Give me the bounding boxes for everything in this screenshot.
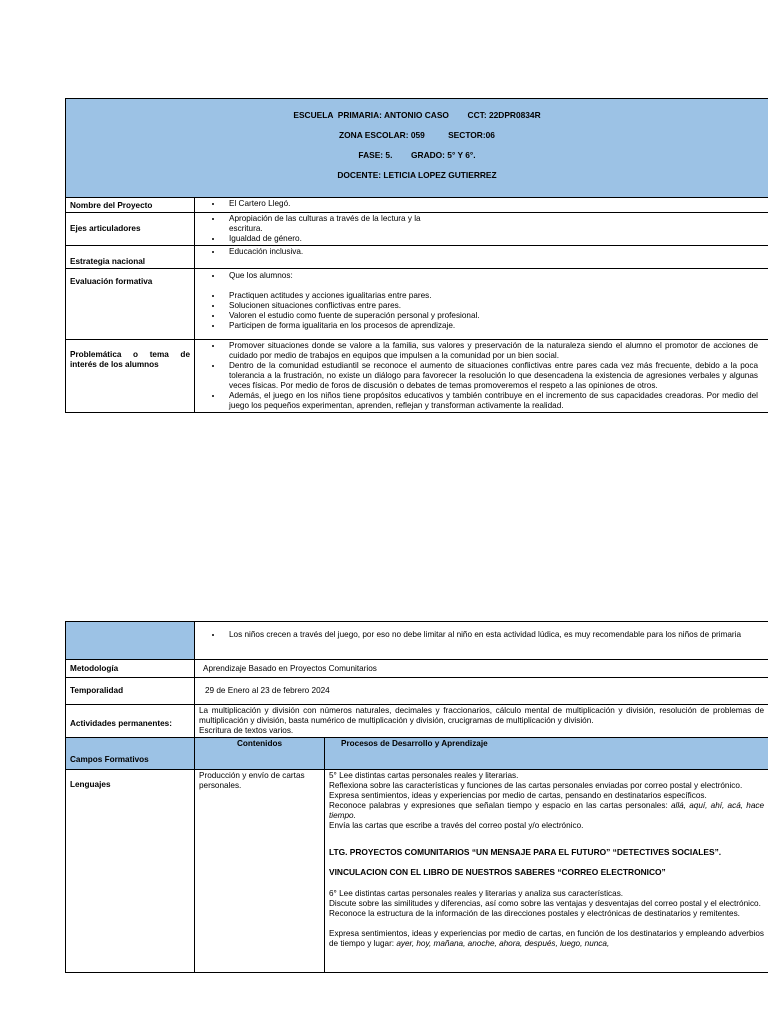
processes-cell xyxy=(325,770,768,973)
strategy-label: Estrategia nacional xyxy=(66,246,195,269)
strategy-value: • Educación inclusiva. xyxy=(223,247,764,257)
strategy-cell xyxy=(195,246,768,269)
activities-label: Actividades permanentes: xyxy=(66,705,195,738)
continued-item: • Los niños crecen a través del juego, por eso no debe limitar al niño en esta actividad lúdica, es muy recomendable para los niños de primaria xyxy=(223,630,758,640)
activities-cell xyxy=(195,705,768,738)
methodology-label: Metodología xyxy=(66,660,195,678)
process-line: Reconoce la estructura de la información de las direcciones postales y electrónicas de destinatarios y remitentes. xyxy=(329,909,740,918)
evaluation-item: • Solucionen situaciones conflictivas entre pares. xyxy=(223,301,764,311)
process-line: Expresa sentimientos, ideas y experiencias por medio de cartas, en función de los destinatarios y empleando adverbios de tiempo y lugar: ayer, hoy, mañana, anoche, ahora, después, luego, nunca, xyxy=(329,929,765,948)
header-grade-line: FASE: 5. GRADO: 5° Y 6°. xyxy=(358,150,476,160)
temporality-value: 29 de Enero al 23 de febrero 2024 xyxy=(195,678,768,705)
problem-item: • Dentro de la comunidad estudiantil se reconoce el aumento de situaciones conflictivas entre pares cada vez más frecuente, debido a la poca tolerancia a la frustración, no existe un diálogo para favorecer la resolución lo que desencadena la existencia de agresiones verbales y algunas veces físicas. Por medio de foros de discusión o debates de temas promoveremos el respeto a las opiniones de otros. xyxy=(223,361,758,391)
axes-item: • Apropiación de las culturas a través de la lectura y la escritura. xyxy=(223,214,764,234)
header-teacher-line: DOCENTE: LETICIA LOPEZ GUTIERREZ xyxy=(337,170,497,180)
activities-text: Escritura de textos varios. xyxy=(199,726,294,735)
process-line: Envía las cartas que escribe a través del correo postal y/o electrónico. xyxy=(329,821,584,830)
vinculacion-heading: VINCULACION CON EL LIBRO DE NUESTROS SABERES “CORREO ELECTRONICO” xyxy=(329,867,666,877)
problem-cell xyxy=(195,340,768,413)
evaluation-intro: • Que los alumnos: xyxy=(223,271,764,281)
process-line: Reconoce palabras y expresiones que señalan tiempo y espacio en las cartas personales: allá, aquí, ahí, acá, hace tiempo. xyxy=(329,801,765,820)
process-line: Discute sobre las similitudes y diferencias, así como sobre las ventajas y desventajas del correo postal y el electrónico. xyxy=(329,899,761,908)
process-line: 6° Lee distintas cartas personales reales y literarias y analiza sus características. xyxy=(329,889,624,898)
methodology-value: Aprendizaje Basado en Proyectos Comunitarios xyxy=(195,660,768,678)
project-name-value: • El Cartero Llegó. xyxy=(223,199,764,209)
evaluation-item: • Participen de forma igualitaria en los procesos de aprendizaje. xyxy=(223,321,764,331)
axes-item: • Igualdad de género. xyxy=(223,234,764,244)
project-name-label: Nombre del Proyecto xyxy=(66,198,195,213)
problem-item: • Promover situaciones donde se valore a la familia, sus valores y preservación de la naturaleza siendo el alumno el promotor de acciones de cuidado por medio de trabajos en equipos que impulsen a la comunidad por un bien social. xyxy=(223,341,758,361)
process-line: 5° Lee distintas cartas personales reales y literarias. xyxy=(329,771,519,780)
project-name-cell xyxy=(195,198,768,213)
processes-header: Procesos de Desarrollo y Aprendizaje xyxy=(325,738,768,770)
problem-item: • Además, el juego en los niños tiene propósitos educativos y también contribuye en el incremento de sus capacidades creadoras. Por medio del juego los pequeños experimentan, aprenden, reflejan y transforman activamente la realidad. xyxy=(223,391,758,411)
content-value: Producción y envío de cartas personales. xyxy=(195,770,325,973)
contents-header: Contenidos xyxy=(195,738,325,770)
school-header xyxy=(66,99,768,198)
planning-table xyxy=(65,621,768,973)
header-zone-line: ZONA ESCOLAR: 059 SECTOR:06 xyxy=(339,130,495,140)
ltg-heading: LTG. PROYECTOS COMUNITARIOS “UN MENSAJE PARA EL FUTURO” “DETECTIVES SOCIALES”. xyxy=(329,847,722,857)
evaluation-cell xyxy=(195,269,768,340)
problem-label: Problemática o tema de interés de los alumnos xyxy=(66,340,195,413)
axes-label: Ejes articuladores xyxy=(66,213,195,246)
fields-header: Campos Formativos xyxy=(66,738,195,770)
temporality-label: Temporalidad xyxy=(66,678,195,705)
process-line: Reflexiona sobre las características y funciones de las cartas personales enviadas por correo postal y electrónico. xyxy=(329,781,743,790)
languages-label: Lenguajes xyxy=(66,770,195,973)
project-info-table xyxy=(65,98,768,413)
continued-label-cell xyxy=(66,622,195,660)
evaluation-item: • Valoren el estudio como fuente de superación personal y profesional. xyxy=(223,311,764,321)
process-line: Expresa sentimientos, ideas y experiencias por medio de cartas, pensando en destinatarios específicos. xyxy=(329,791,707,800)
activities-text: La multiplicación y división con números naturales, decimales y fraccionarios, cálculo mental de multiplicación y división, resolución de problemas de multiplicación y división, basta numérico de multiplicación y división, crucigramas de multiplicación y división. xyxy=(199,706,765,725)
evaluation-label: Evaluación formativa xyxy=(66,269,195,340)
header-school-line: ESCUELA PRIMARIA: ANTONIO CASO CCT: 22DPR0834R xyxy=(293,110,541,120)
axes-cell xyxy=(195,213,768,246)
evaluation-item: • Practiquen actitudes y acciones igualitarias entre pares. xyxy=(223,291,764,301)
continued-cell xyxy=(195,622,768,660)
